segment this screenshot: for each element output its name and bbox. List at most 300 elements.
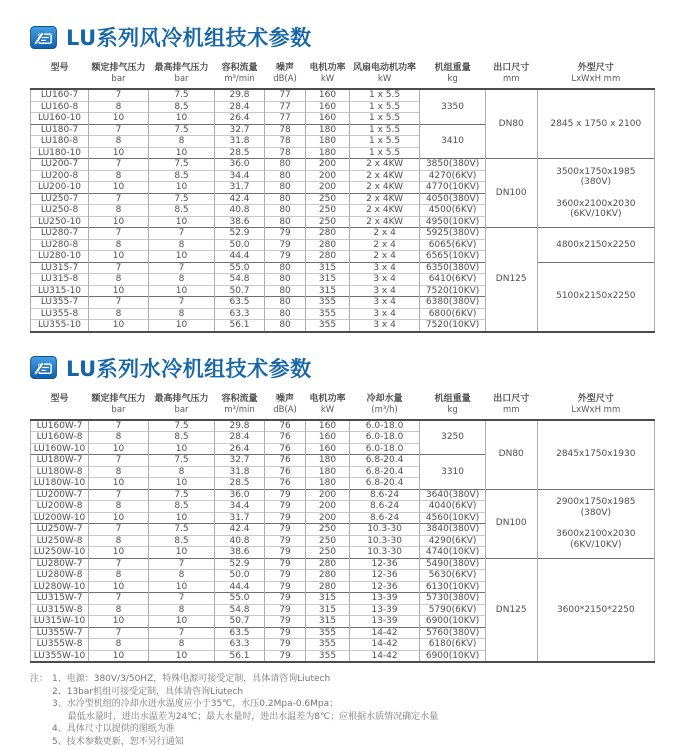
column-header: 额定排气压力 bar xyxy=(89,392,149,420)
value-cell: 56.1 xyxy=(215,320,265,332)
value-cell: 12-36 xyxy=(349,570,420,582)
model-cell: LU280W-10 xyxy=(31,581,89,593)
value-cell: 10 xyxy=(89,512,149,524)
weight-cell: 7520(10KV) xyxy=(420,285,486,297)
value-cell: 10 xyxy=(89,113,149,125)
value-cell: 10 xyxy=(148,616,214,628)
value-cell: 7.5 xyxy=(148,193,214,205)
value-cell: 40.8 xyxy=(215,205,265,217)
value-cell: 13-39 xyxy=(349,593,420,605)
value-cell: 8.6-24 xyxy=(349,489,420,501)
value-cell: 315 xyxy=(306,262,350,274)
value-cell: 200 xyxy=(306,501,350,513)
column-header: 机组重量 kg xyxy=(420,392,486,420)
weight-cell: 5490(380V) xyxy=(420,558,486,570)
weight-cell: 5925(380V) xyxy=(420,228,486,240)
value-cell: 280 xyxy=(306,239,350,251)
value-cell: 1 x 5.5 xyxy=(349,147,420,159)
value-cell: 10 xyxy=(148,581,214,593)
value-cell: 7 xyxy=(89,593,149,605)
value-cell: 280 xyxy=(306,251,350,263)
value-cell: 32.7 xyxy=(215,455,265,467)
value-cell: 79 xyxy=(264,547,305,559)
model-cell: LU250-10 xyxy=(31,216,89,228)
value-cell: 10 xyxy=(89,650,149,662)
note-item xyxy=(30,686,655,699)
note-item xyxy=(30,698,655,723)
outlet-cell: DN80 xyxy=(485,420,537,490)
value-cell: 250 xyxy=(306,535,350,547)
value-cell: 8 xyxy=(89,535,149,547)
value-cell: 79 xyxy=(264,570,305,582)
weight-cell: 7520(10KV) xyxy=(420,320,486,332)
value-cell: 8.5 xyxy=(148,170,214,182)
value-cell: 8 xyxy=(89,205,149,217)
value-cell: 8.5 xyxy=(148,432,214,444)
value-cell: 10 xyxy=(148,478,214,490)
value-cell: 44.4 xyxy=(215,581,265,593)
weight-cell: 4050(380V) xyxy=(420,193,486,205)
value-cell: 56.1 xyxy=(215,650,265,662)
column-header: 电机功率 kW xyxy=(306,61,350,89)
value-cell: 8 xyxy=(89,639,149,651)
model-cell: LU250-7 xyxy=(31,193,89,205)
value-cell: 38.6 xyxy=(215,547,265,559)
value-cell: 44.4 xyxy=(215,251,265,263)
value-cell: 6.0-18.0 xyxy=(349,420,420,432)
air-cooled-title-row xyxy=(30,22,655,52)
model-cell: LU200-10 xyxy=(31,182,89,194)
value-cell: 80 xyxy=(264,170,305,182)
column-header: 外型尺寸 LxWxH mm xyxy=(537,61,654,89)
value-cell: 8 xyxy=(89,501,149,513)
value-cell: 180 xyxy=(306,478,350,490)
weight-cell: 3850(380V) xyxy=(420,159,486,171)
value-cell: 8 xyxy=(89,274,149,286)
value-cell: 8 xyxy=(148,239,214,251)
value-cell: 26.4 xyxy=(215,443,265,455)
table-row xyxy=(31,558,655,570)
value-cell: 76 xyxy=(264,432,305,444)
value-cell: 79 xyxy=(264,604,305,616)
value-cell: 6.8-20.4 xyxy=(349,455,420,467)
column-header: 电机功率 kW xyxy=(306,392,350,420)
table-row xyxy=(31,489,655,501)
value-cell: 77 xyxy=(264,113,305,125)
value-cell: 8.6-24 xyxy=(349,501,420,513)
value-cell: 2 x 4KW xyxy=(349,216,420,228)
value-cell: 315 xyxy=(306,616,350,628)
spec-table-water-cooled xyxy=(30,392,655,664)
model-cell: LU355-7 xyxy=(31,297,89,309)
weight-cell: 4040(6KV) xyxy=(420,501,486,513)
value-cell: 7.5 xyxy=(148,455,214,467)
value-cell: 8 xyxy=(89,466,149,478)
value-cell: 160 xyxy=(306,432,350,444)
value-cell: 2 x 4KW xyxy=(349,170,420,182)
value-cell: 200 xyxy=(306,170,350,182)
value-cell: 10 xyxy=(148,547,214,559)
model-cell: LU160W-10 xyxy=(31,443,89,455)
model-cell: LU315-8 xyxy=(31,274,89,286)
value-cell: 7 xyxy=(89,489,149,501)
value-cell: 180 xyxy=(306,455,350,467)
model-cell: LU180W-7 xyxy=(31,455,89,467)
value-cell: 7 xyxy=(148,297,214,309)
value-cell: 160 xyxy=(306,113,350,125)
value-cell: 80 xyxy=(264,308,305,320)
model-cell: LU200-7 xyxy=(31,159,89,171)
column-header: 容积流量 m³/min xyxy=(215,61,265,89)
value-cell: 200 xyxy=(306,182,350,194)
dims-cell: 2845x1750x1930 xyxy=(537,420,654,490)
weight-cell: 5630(6KV) xyxy=(420,570,486,582)
value-cell: 10 xyxy=(89,320,149,332)
value-cell: 28.5 xyxy=(215,478,265,490)
value-cell: 8 xyxy=(89,432,149,444)
value-cell: 29.8 xyxy=(215,420,265,432)
value-cell: 355 xyxy=(306,627,350,639)
value-cell: 10 xyxy=(148,512,214,524)
value-cell: 31.8 xyxy=(215,466,265,478)
value-cell: 80 xyxy=(264,297,305,309)
column-header: 额定排气压力 bar xyxy=(89,61,149,89)
weight-cell: 6900(10KV) xyxy=(420,650,486,662)
note-prefix xyxy=(30,686,52,699)
value-cell: 8.5 xyxy=(148,205,214,217)
value-cell: 77 xyxy=(264,101,305,113)
value-cell: 50.7 xyxy=(215,616,265,628)
value-cell: 7.5 xyxy=(148,524,214,536)
value-cell: 8 xyxy=(148,570,214,582)
value-cell: 7 xyxy=(89,262,149,274)
column-header: 风扇电动机功率 kW xyxy=(349,61,420,89)
model-cell: LU355W-7 xyxy=(31,627,89,639)
column-header: 冷却水量 (m³/h) xyxy=(349,392,420,420)
value-cell: 32.7 xyxy=(215,124,265,136)
value-cell: 7 xyxy=(89,159,149,171)
value-cell: 8 xyxy=(89,308,149,320)
table-row xyxy=(31,89,655,101)
value-cell: 77 xyxy=(264,89,305,101)
dims-cell: 5100x2150x2250 xyxy=(537,262,654,332)
value-cell: 50.0 xyxy=(215,570,265,582)
value-cell: 315 xyxy=(306,274,350,286)
value-cell: 8 xyxy=(89,170,149,182)
note-prefix: 注： xyxy=(30,674,49,684)
note-text: 4、具体尺寸以提供的图纸为准 xyxy=(52,724,175,734)
weight-cell: 6130(10KV) xyxy=(420,581,486,593)
value-cell: 80 xyxy=(264,262,305,274)
value-cell: 355 xyxy=(306,308,350,320)
column-header: 型号 xyxy=(31,61,89,89)
value-cell: 3 x 4 xyxy=(349,262,420,274)
value-cell: 79 xyxy=(264,239,305,251)
value-cell: 14-42 xyxy=(349,627,420,639)
water-cooled-title-row xyxy=(30,353,655,383)
value-cell: 28.4 xyxy=(215,101,265,113)
value-cell: 250 xyxy=(306,193,350,205)
model-cell: LU280-10 xyxy=(31,251,89,263)
model-cell: LU280-8 xyxy=(31,239,89,251)
value-cell: 55.0 xyxy=(215,593,265,605)
note-text: 1、电源：380V/3/50HZ，特殊电源可接受定制，具体请咨询Liutech xyxy=(52,674,331,684)
value-cell: 50.7 xyxy=(215,285,265,297)
value-cell: 12-36 xyxy=(349,581,420,593)
value-cell: 79 xyxy=(264,524,305,536)
model-cell: LU160-7 xyxy=(31,89,89,101)
column-header: 噪声 dB(A) xyxy=(264,61,305,89)
weight-cell: 6350(380V) xyxy=(420,262,486,274)
value-cell: 80 xyxy=(264,193,305,205)
value-cell: 10 xyxy=(148,182,214,194)
note-prefix xyxy=(30,723,52,736)
value-cell: 8.6-24 xyxy=(349,512,420,524)
model-cell: LU200W-8 xyxy=(31,501,89,513)
value-cell: 10 xyxy=(89,147,149,159)
value-cell: 8 xyxy=(89,239,149,251)
value-cell: 78 xyxy=(264,136,305,148)
outlet-cell: DN80 xyxy=(485,89,537,159)
value-cell: 250 xyxy=(306,205,350,217)
value-cell: 200 xyxy=(306,159,350,171)
dims-cell: 2845 x 1750 x 2100 xyxy=(537,89,654,159)
value-cell: 7 xyxy=(148,593,214,605)
value-cell: 10.3-30 xyxy=(349,535,420,547)
value-cell: 7 xyxy=(89,193,149,205)
column-header: 型号 xyxy=(31,392,89,420)
weight-cell: 3640(380V) xyxy=(420,489,486,501)
weight-cell: 4560(10KV) xyxy=(420,512,486,524)
value-cell: 2 x 4KW xyxy=(349,205,420,217)
note-text: 2、13bar机组可接受定制，具体请咨询Liutech xyxy=(52,686,244,697)
value-cell: 280 xyxy=(306,558,350,570)
value-cell: 315 xyxy=(306,604,350,616)
value-cell: 10 xyxy=(89,251,149,263)
weight-cell: 6800(6KV) xyxy=(420,308,486,320)
weight-cell: 6565(10KV) xyxy=(420,251,486,263)
value-cell: 7.5 xyxy=(148,89,214,101)
value-cell: 78 xyxy=(264,124,305,136)
value-cell: 250 xyxy=(306,524,350,536)
value-cell: 79 xyxy=(264,228,305,240)
value-cell: 355 xyxy=(306,650,350,662)
value-cell: 79 xyxy=(264,501,305,513)
table-row xyxy=(31,420,655,432)
value-cell: 63.5 xyxy=(215,627,265,639)
model-cell: LU200W-7 xyxy=(31,489,89,501)
value-cell: 31.7 xyxy=(215,182,265,194)
weight-cell: 4740(10KV) xyxy=(420,547,486,559)
value-cell: 80 xyxy=(264,320,305,332)
column-header: 噪声 dB(A) xyxy=(264,392,305,420)
value-cell: 40.8 xyxy=(215,535,265,547)
value-cell: 10 xyxy=(148,443,214,455)
weight-cell: 4950(10KV) xyxy=(420,216,486,228)
note-item xyxy=(30,723,655,736)
value-cell: 55.0 xyxy=(215,262,265,274)
value-cell: 10 xyxy=(89,285,149,297)
value-cell: 10 xyxy=(148,285,214,297)
value-cell: 50.0 xyxy=(215,239,265,251)
value-cell: 36.0 xyxy=(215,489,265,501)
outlet-cell: DN100 xyxy=(485,159,537,228)
model-cell: LU315W-7 xyxy=(31,593,89,605)
dims-cell: 4800x2150x2250 xyxy=(537,228,654,263)
value-cell: 26.4 xyxy=(215,113,265,125)
value-cell: 79 xyxy=(264,616,305,628)
value-cell: 63.5 xyxy=(215,297,265,309)
value-cell: 180 xyxy=(306,147,350,159)
value-cell: 8 xyxy=(148,274,214,286)
value-cell: 36.0 xyxy=(215,159,265,171)
value-cell: 280 xyxy=(306,581,350,593)
value-cell: 250 xyxy=(306,216,350,228)
dims-cell: 3500x1750x1985 (380V) 3600x2100x2030 (6KV/10KV) xyxy=(537,159,654,228)
value-cell: 8.5 xyxy=(148,501,214,513)
value-cell: 8 xyxy=(148,604,214,616)
value-cell: 29.8 xyxy=(215,89,265,101)
value-cell: 10 xyxy=(89,182,149,194)
value-cell: 76 xyxy=(264,466,305,478)
outlet-cell: DN125 xyxy=(485,558,537,662)
value-cell: 2 x 4KW xyxy=(349,193,420,205)
value-cell: 42.4 xyxy=(215,193,265,205)
outlet-cell: DN125 xyxy=(485,228,537,332)
weight-cell: 4770(10KV) xyxy=(420,182,486,194)
value-cell: 14-42 xyxy=(349,639,420,651)
value-cell: 80 xyxy=(264,205,305,217)
footnotes xyxy=(30,673,655,748)
value-cell: 7 xyxy=(89,228,149,240)
value-cell: 7 xyxy=(148,627,214,639)
value-cell: 28.4 xyxy=(215,432,265,444)
value-cell: 7.5 xyxy=(148,489,214,501)
value-cell: 76 xyxy=(264,478,305,490)
value-cell: 7 xyxy=(148,558,214,570)
value-cell: 7 xyxy=(89,558,149,570)
value-cell: 1 x 5.5 xyxy=(349,101,420,113)
note-prefix xyxy=(30,698,52,723)
weight-cell: 6410(6KV) xyxy=(420,274,486,286)
value-cell: 76 xyxy=(264,443,305,455)
value-cell: 12-36 xyxy=(349,558,420,570)
value-cell: 7 xyxy=(148,228,214,240)
value-cell: 8 xyxy=(89,570,149,582)
note-item xyxy=(30,736,655,749)
model-cell: LU250W-8 xyxy=(31,535,89,547)
value-cell: 355 xyxy=(306,639,350,651)
model-cell: LU315W-8 xyxy=(31,604,89,616)
value-cell: 34.4 xyxy=(215,501,265,513)
value-cell: 13-39 xyxy=(349,604,420,616)
column-header: 容积流量 m³/min xyxy=(215,392,265,420)
weight-cell: 3840(380V) xyxy=(420,524,486,536)
value-cell: 79 xyxy=(264,581,305,593)
value-cell: 6.0-18.0 xyxy=(349,432,420,444)
weight-cell: 6380(380V) xyxy=(420,297,486,309)
value-cell: 315 xyxy=(306,285,350,297)
value-cell: 79 xyxy=(264,512,305,524)
value-cell: 3 x 4 xyxy=(349,285,420,297)
value-cell: 8 xyxy=(89,101,149,113)
weight-cell: 5790(6KV) xyxy=(420,604,486,616)
value-cell: 10 xyxy=(89,581,149,593)
value-cell: 8 xyxy=(89,136,149,148)
outlet-cell: DN100 xyxy=(485,489,537,558)
value-cell: 54.8 xyxy=(215,604,265,616)
value-cell: 63.3 xyxy=(215,639,265,651)
value-cell: 160 xyxy=(306,420,350,432)
section-title-air-cooled: LU系列风冷机组技术参数 xyxy=(66,26,312,50)
value-cell: 8 xyxy=(148,466,214,478)
weight-cell: 6065(6KV) xyxy=(420,239,486,251)
model-cell: LU180-10 xyxy=(31,147,89,159)
weight-cell: 4270(6KV) xyxy=(420,170,486,182)
model-cell: LU315-7 xyxy=(31,262,89,274)
weight-cell: 6180(6KV) xyxy=(420,639,486,651)
value-cell: 1 x 5.5 xyxy=(349,136,420,148)
weight-cell: 3310 xyxy=(420,455,486,490)
model-cell: LU160W-8 xyxy=(31,432,89,444)
value-cell: 2 x 4 xyxy=(349,228,420,240)
model-cell: LU200-8 xyxy=(31,170,89,182)
value-cell: 7 xyxy=(89,524,149,536)
header-row xyxy=(31,61,655,89)
model-cell: LU180-7 xyxy=(31,124,89,136)
value-cell: 355 xyxy=(306,320,350,332)
value-cell: 7.5 xyxy=(148,124,214,136)
section-water-cooled xyxy=(30,353,655,664)
value-cell: 7 xyxy=(89,420,149,432)
value-cell: 10 xyxy=(148,216,214,228)
value-cell: 7 xyxy=(89,455,149,467)
value-cell: 3 x 4 xyxy=(349,274,420,286)
column-header: 最高排气压力 bar xyxy=(148,61,214,89)
model-cell: LU280-7 xyxy=(31,228,89,240)
value-cell: 2 x 4KW xyxy=(349,182,420,194)
weight-cell: 6900(10KV) xyxy=(420,616,486,628)
value-cell: 7 xyxy=(89,124,149,136)
value-cell: 7 xyxy=(148,262,214,274)
value-cell: 10 xyxy=(89,478,149,490)
note-prefix xyxy=(30,736,52,749)
model-cell: LU250-8 xyxy=(31,205,89,217)
header-row xyxy=(31,392,655,420)
spec-table-air-cooled xyxy=(30,61,655,333)
model-cell: LU250W-10 xyxy=(31,547,89,559)
value-cell: 315 xyxy=(306,593,350,605)
value-cell: 10 xyxy=(148,320,214,332)
value-cell: 280 xyxy=(306,228,350,240)
model-cell: LU180W-8 xyxy=(31,466,89,478)
value-cell: 79 xyxy=(264,535,305,547)
value-cell: 42.4 xyxy=(215,524,265,536)
value-cell: 52.9 xyxy=(215,558,265,570)
value-cell: 7 xyxy=(89,627,149,639)
weight-cell: 5760(380V) xyxy=(420,627,486,639)
value-cell: 10 xyxy=(89,443,149,455)
weight-cell: 4500(6KV) xyxy=(420,205,486,217)
value-cell: 8 xyxy=(89,604,149,616)
value-cell: 10 xyxy=(148,251,214,263)
model-cell: LU180W-10 xyxy=(31,478,89,490)
value-cell: 79 xyxy=(264,639,305,651)
model-cell: LU315-10 xyxy=(31,285,89,297)
value-cell: 3 x 4 xyxy=(349,297,420,309)
model-cell: LU160W-7 xyxy=(31,420,89,432)
value-cell: 79 xyxy=(264,489,305,501)
